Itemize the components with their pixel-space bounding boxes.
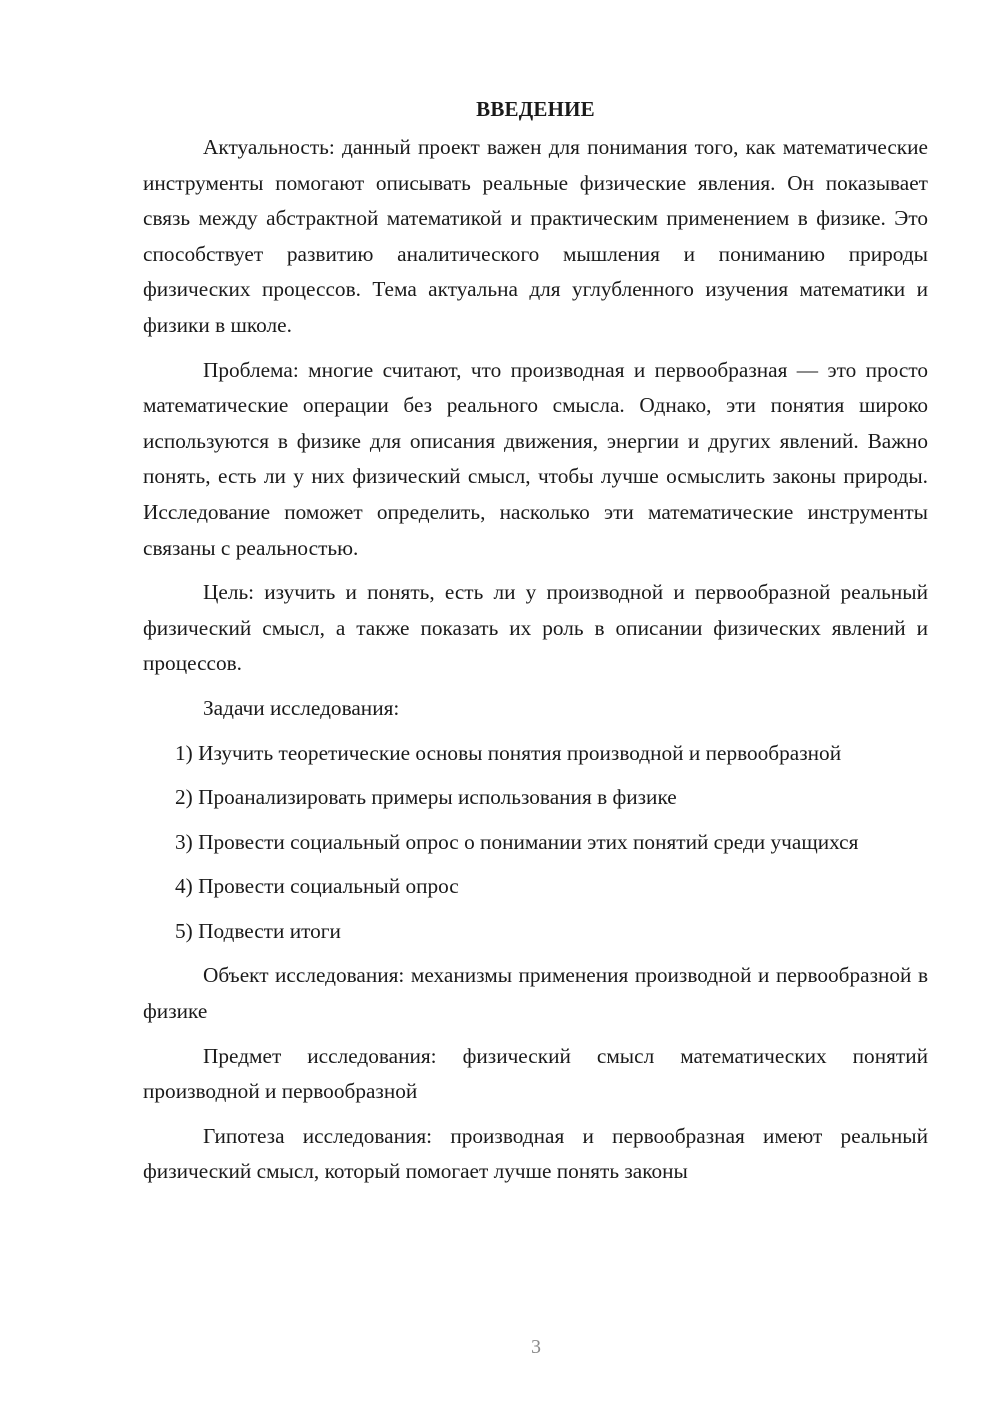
task-item-2: 2) Проанализировать примеры использования в физике bbox=[175, 785, 677, 810]
section-title: ВВЕДЕНИЕ bbox=[476, 97, 595, 121]
paragraph-subject: Предмет исследования: физический смысл математических понятий производной и первообразной bbox=[143, 1043, 928, 1104]
task-item-1: 1) Изучить теоретические основы понятия производной и первообразной bbox=[175, 740, 842, 765]
paragraph-object: Объект исследования: механизмы применения производной и первообразной в физике bbox=[143, 963, 928, 1024]
paragraph-hypothesis: Гипотеза исследования: производная и первообразная имеют реальный физический смысл, который помогает лучше понять законы bbox=[143, 1123, 928, 1184]
page-number: 3 bbox=[531, 1336, 541, 1358]
paragraph-relevance: Актуальность: данный проект важен для понимания того, как математические инструменты помогают описывать реальные физические явления. Он показывает связь между абстрактной математикой и практическим применением в физике. Это способствует развитию аналитического мышления и пониманию природы физических процессов. Тема актуальна для углубленного изучения математики и физики в школе. bbox=[143, 135, 928, 337]
task-item-4: 4) Провести социальный опрос bbox=[175, 874, 459, 899]
paragraph-tasks-heading: Задачи исследования: bbox=[203, 695, 400, 720]
paragraph-problem: Проблема: многие считают, что производная и первообразная — это просто математические операции без реального смысла. Однако, эти понятия широко используются в физике для описания движения, энергии и других явлений. Важно понять, есть ли у них физический смысл, чтобы лучше осмыслить законы природы. Исследование поможет определить, насколько эти математические инструменты связаны с реальностью. bbox=[143, 357, 928, 560]
task-item-5: 5) Подвести итоги bbox=[175, 918, 341, 943]
task-item-3: 3) Провести социальный опрос о понимании этих понятий среди учащихся bbox=[175, 829, 859, 854]
paragraph-goal: Цель: изучить и понять, есть ли у производной и первообразной реальный физический смысл, а также показать их роль в описании физических явлений и процессов. bbox=[143, 580, 928, 676]
document-page bbox=[143, 92, 928, 1199]
